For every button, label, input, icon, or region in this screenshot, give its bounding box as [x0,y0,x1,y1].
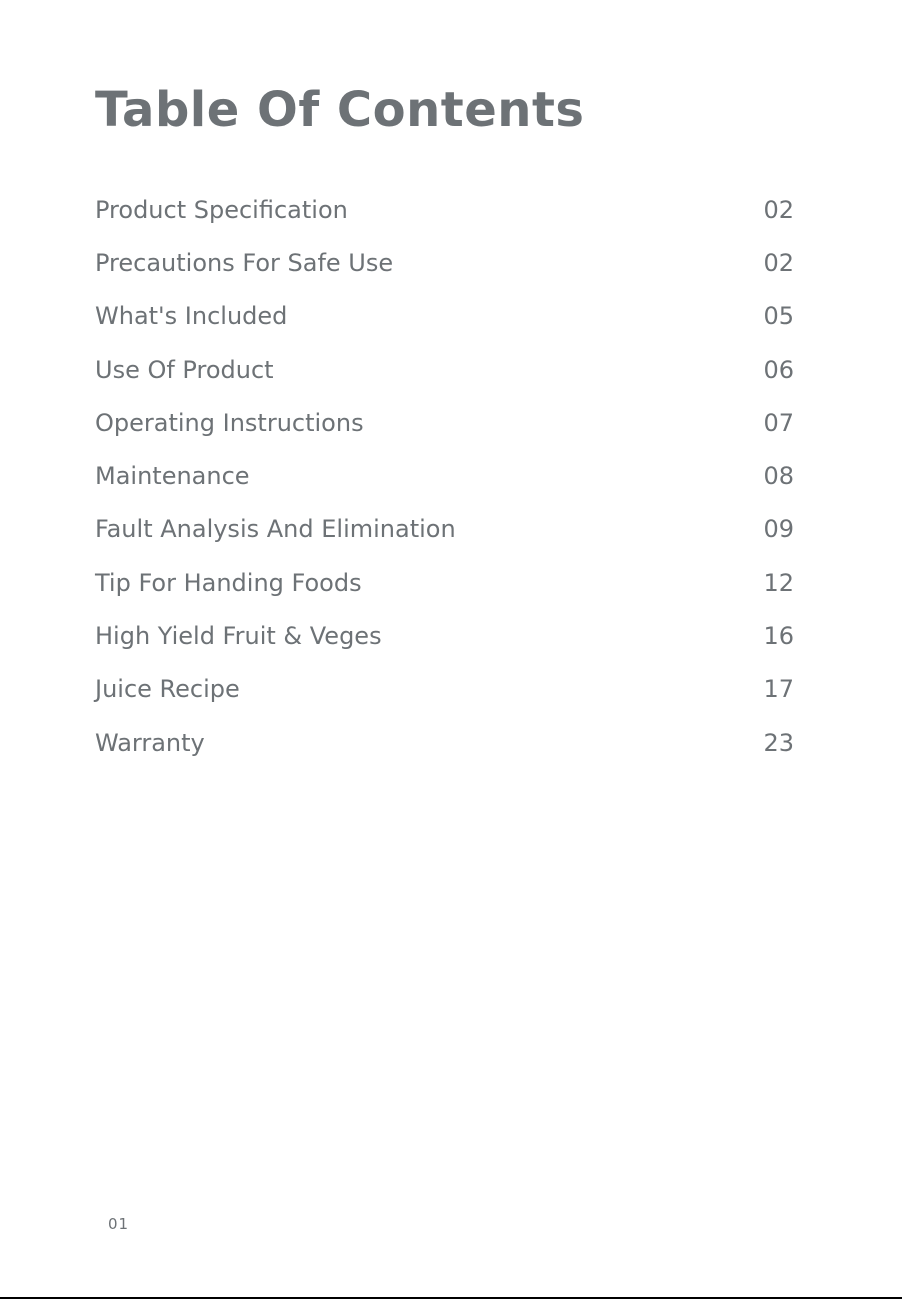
toc-item-title: Product Specification [95,195,348,224]
toc-item-page: 07 [763,408,794,437]
toc-item-title: Operating Instructions [95,408,364,437]
toc-item-page: 23 [763,728,794,757]
toc-item [95,503,794,556]
toc-item [95,449,794,502]
toc-item-title: Warranty [95,728,205,757]
toc-item [95,236,794,289]
page-title: Table Of Contents [95,82,585,138]
toc-item-title: High Yield Fruit & Veges [95,622,382,651]
toc-item-title: Fault Analysis And Elimination [95,515,456,544]
toc-item [95,396,794,449]
toc-item-title: Precautions For Safe Use [95,248,394,277]
toc-item-title: Juice Recipe [95,675,240,704]
toc-item [95,716,794,769]
toc-item-title: Maintenance [95,462,250,491]
toc-item [95,663,794,716]
toc-item-page: 16 [763,622,794,651]
toc-item-page: 06 [763,355,794,384]
page-number: 01 [108,1215,130,1233]
toc-item-page: 05 [763,302,794,331]
toc-item [95,343,794,396]
toc-item-title: Use Of Product [95,355,274,384]
toc-item [95,183,794,236]
toc-item [95,609,794,662]
toc-item-page: 02 [763,248,794,277]
toc-item-page: 09 [763,515,794,544]
toc-item-page: 17 [763,675,794,704]
toc-item-title: What's Included [95,302,288,331]
toc-item [95,556,794,609]
toc-item-page: 08 [763,462,794,491]
toc-item-page: 02 [763,195,794,224]
table-of-contents [95,183,794,769]
toc-item-page: 12 [763,568,794,597]
toc-item [95,290,794,343]
toc-item-title: Tip For Handing Foods [95,568,362,597]
